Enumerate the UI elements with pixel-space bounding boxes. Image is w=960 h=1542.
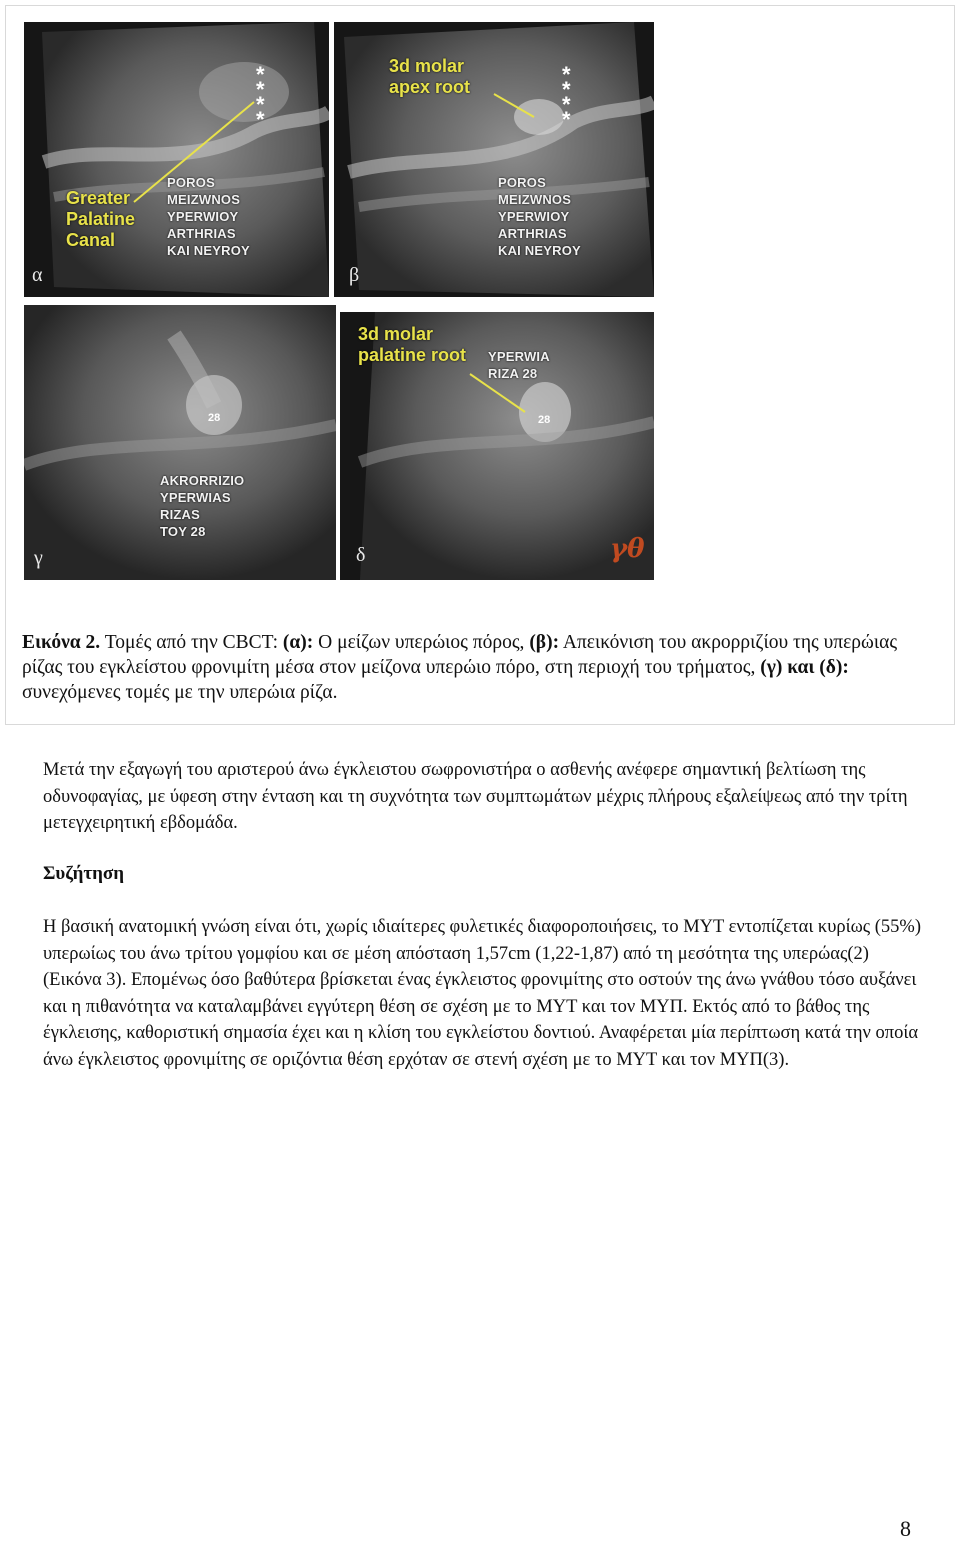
- cbct-panel-c: [24, 305, 336, 580]
- caption-text-4: συνεχόμενες τομές με την υπερώια ρίζα.: [22, 682, 338, 703]
- panel-letter-b: β: [349, 264, 360, 286]
- canal-markers-a: * * * *: [256, 62, 265, 132]
- signature-mark: γθ: [610, 534, 645, 564]
- panel-letter-d: δ: [356, 544, 366, 566]
- cbct-panel-b: [334, 22, 654, 297]
- greek-label-b: POROS MEIZWNOS YPERWIOY ARTHRIAS KAI NEYROY: [498, 175, 581, 258]
- figure-caption: [22, 630, 938, 705]
- caption-text-1: Τομές από την CBCT:: [100, 632, 283, 653]
- section-heading: Συζήτηση: [43, 863, 125, 884]
- cbct-panel-a: [24, 22, 329, 297]
- caption-text-2: Ο μείζων υπερώιος πόρος,: [313, 632, 530, 653]
- greater-palatine-canal-label: Greater Palatine Canal: [66, 188, 136, 250]
- panel-letter-c: γ: [34, 547, 43, 569]
- greek-label-d: YPERWIA RIZA 28: [488, 349, 550, 381]
- canal-markers-b: * * * *: [562, 62, 571, 132]
- cbct-image-b: [334, 22, 654, 297]
- caption-cd-label: (γ) και (δ):: [760, 657, 849, 678]
- caption-b-label: (β):: [529, 632, 560, 653]
- cbct-panel-d: [340, 312, 654, 580]
- body-paragraph-1: Μετά την εξαγωγή του αριστερού άνω έγκλειστου σωφρονιστήρα ο ασθενής ανέφερε σημαντική βελτίωση της οδυνοφαγίας, με ύφεση στην ένταση και τη συχνότητα των συμπτωμάτων μέχρις πλήρους εξαλείψεως από την τρίτη μετεγχειρητική εβδομάδα.: [43, 760, 908, 833]
- caption-text-3: Απεικόνιση του ακρορριζίου της υπερώιας ρίζας του εγκλείστου φρονιμίτη μέσα στον μείζονα υπερώιο πόρο, στη περιοχή του τρήματος,: [22, 632, 898, 678]
- caption-label: Εικόνα 2.: [22, 632, 101, 653]
- page-number: 8: [900, 1516, 911, 1541]
- body-paragraph-2: Η βασική ανατομική γνώση είναι ότι, χωρίς ιδιαίτερες φυλετικές διαφοροποιήσεις, το ΜΥΤ εντοπίζεται κυρίως (55%) υπερωίως του άνω τρίτου γομφίου και σε μέση απόσταση 1,57cm (1,22-1,87) από τη μεσότητα της υπερώας(2)(Εικόνα 3). Επομένως όσο βαθύτερα βρίσκεται ένας έγκλειστος φρονιμίτης στο οστούν της άνω γνάθου τόσο αυξάνει και η πιθανότητα να καταλαμβάνει εγγύτερη θέση σε σχέση με το ΜΥΤ και τον ΜΥΠ. Εκτός από το βάθος της έγκλεισης, καθοριστική σημασία έχει και η κλίση του εγκλείστου δοντιού. Αναφέρεται μία περίπτωση κατά την οποία άνω έγκλειστος φρονιμίτης σε οριζόντια θέση ερχόταν σε στενή σχέση με το ΜΥΤ και τον ΜΥΠ(3).: [43, 917, 921, 1070]
- greek-label-c: AKRORRIZIO YPERWIAS RIZAS TOY 28: [160, 473, 245, 539]
- 3d-molar-apex-root-label: 3d molar apex root: [389, 56, 471, 97]
- caption-a-label: (α):: [282, 632, 314, 653]
- tooth-number-d: 28: [538, 414, 551, 426]
- greek-label-a: POROS MEIZWNOS YPERWIOY ARTHRIAS KAI NEYROY: [167, 175, 250, 258]
- 3d-molar-palatine-root-label: 3d molar palatine root: [358, 324, 467, 365]
- panel-letter-a: α: [32, 264, 43, 286]
- tooth-number-c: 28: [208, 412, 221, 424]
